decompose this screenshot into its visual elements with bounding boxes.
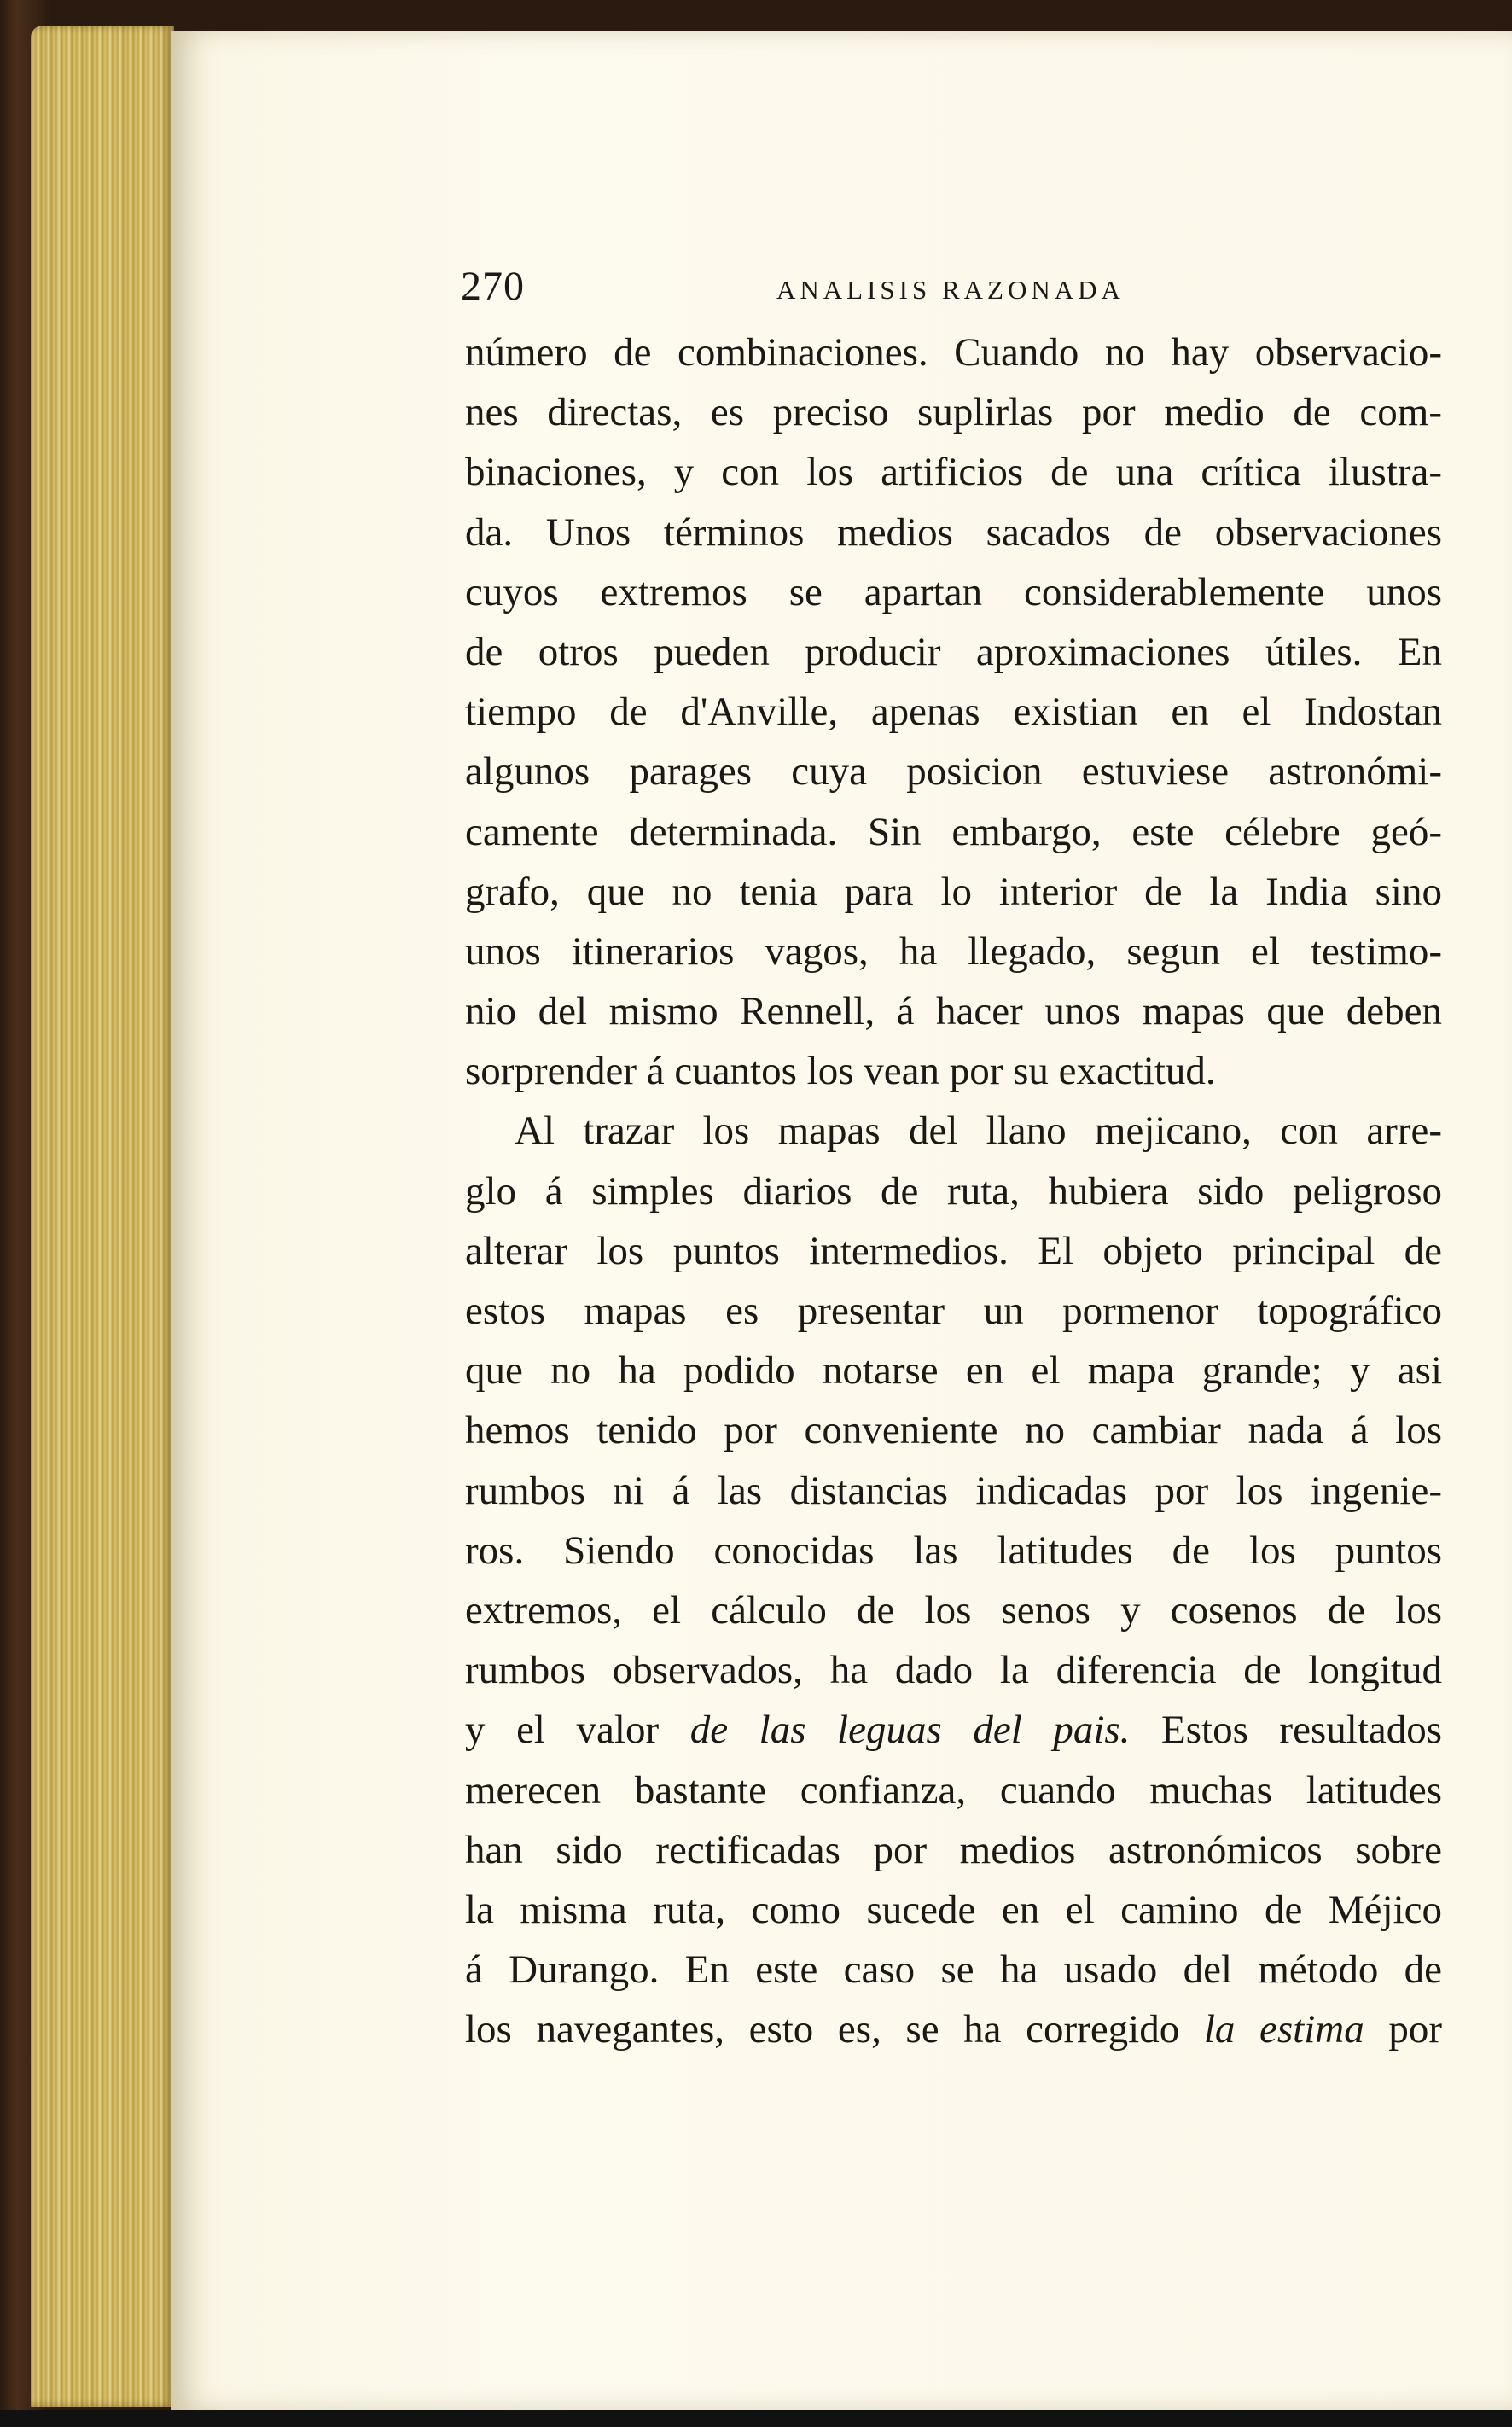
text-line: de otros pueden producir aproximaciones útiles. En: [465, 629, 1442, 674]
text-line: la misma ruta, como sucede en el camino de Méjico: [465, 1887, 1442, 1932]
text-line: rumbos observados, ha dado la diferencia de longitud: [465, 1648, 1442, 1693]
text-line: ros. Siendo conocidas las latitudes de los puntos: [465, 1528, 1442, 1573]
text-line: rumbos ni á las distancias indicadas por los ingenie-: [465, 1468, 1442, 1513]
text-segment: Estos resultados: [1130, 1708, 1442, 1753]
text-line: nes directas, es preciso suplirlas por medio de com-: [465, 390, 1442, 435]
text-line: glo á simples diarios de ruta, hubiera sido peligroso: [465, 1168, 1442, 1214]
text-segment: los navegantes, esto es, se ha corregido: [465, 2007, 1204, 2052]
italic-phrase: la estima: [1203, 2007, 1364, 2052]
bottom-edge: [0, 2410, 1512, 2427]
text-line: sorprender á cuantos los vean por su exactitud.: [465, 1049, 1216, 1094]
text-line: binaciones, y con los artificios de una crítica ilustra-: [465, 450, 1442, 495]
text-line: unos itinerarios vagos, ha llegado, segun el testimo-: [465, 928, 1442, 974]
text-line: que no ha podido notarse en el mapa grande; y asi: [465, 1348, 1442, 1394]
text-line: da. Unos términos medios sacados de observaciones: [465, 509, 1442, 555]
text-line: á Durango. En este caso se ha usado del método de: [465, 1947, 1442, 1993]
text-line: hemos tenido por conveniente no cambiar nada á los: [465, 1408, 1442, 1453]
text-line-with-italic: [465, 1999, 1442, 2059]
text-line: extremos, el cálculo de los senos y cosenos de los: [465, 1587, 1442, 1633]
text-line: merecen bastante confianza, cuando muchas latitudes: [465, 1767, 1442, 1813]
text-line: camente determinada. Sin embargo, este célebre geó-: [465, 809, 1442, 854]
text-line: alterar los puntos intermedios. El objeto principal de: [465, 1228, 1442, 1273]
text-line: estos mapas es presentar un pormenor topográfico: [465, 1289, 1442, 1333]
text-line: tiempo de d'Anville, apenas existian en el Indostan: [465, 690, 1442, 735]
text-line-with-italic: [465, 1700, 1442, 1760]
page-number: 270: [461, 264, 525, 309]
text-segment: y el valor: [465, 1708, 690, 1753]
text-line: algunos parages cuya posicion estuviese astronómi-: [465, 749, 1442, 794]
text-line: nio del mismo Rennell, á hacer unos mapas que deben: [465, 989, 1442, 1034]
italic-phrase: de las leguas del pais.: [689, 1708, 1131, 1753]
page-header: [461, 263, 1451, 309]
text-line: Al trazar los mapas del llano mejicano, con arre-: [515, 1109, 1442, 1154]
text-line: grafo, que no tenia para lo interior de la India sino: [465, 869, 1442, 914]
text-line: número de combinaciones. Cuando no hay observacio-: [465, 330, 1442, 375]
body-text: [465, 323, 1442, 2059]
text-line: han sido rectificadas por medios astronómicos sobre: [465, 1827, 1442, 1872]
text-segment: por: [1364, 2007, 1442, 2052]
text-line: cuyos extremos se apartan considerablemente unos: [465, 569, 1442, 614]
gilt-page-edges: [31, 26, 174, 2407]
running-head: ANALISIS RAZONADA: [776, 275, 1125, 305]
